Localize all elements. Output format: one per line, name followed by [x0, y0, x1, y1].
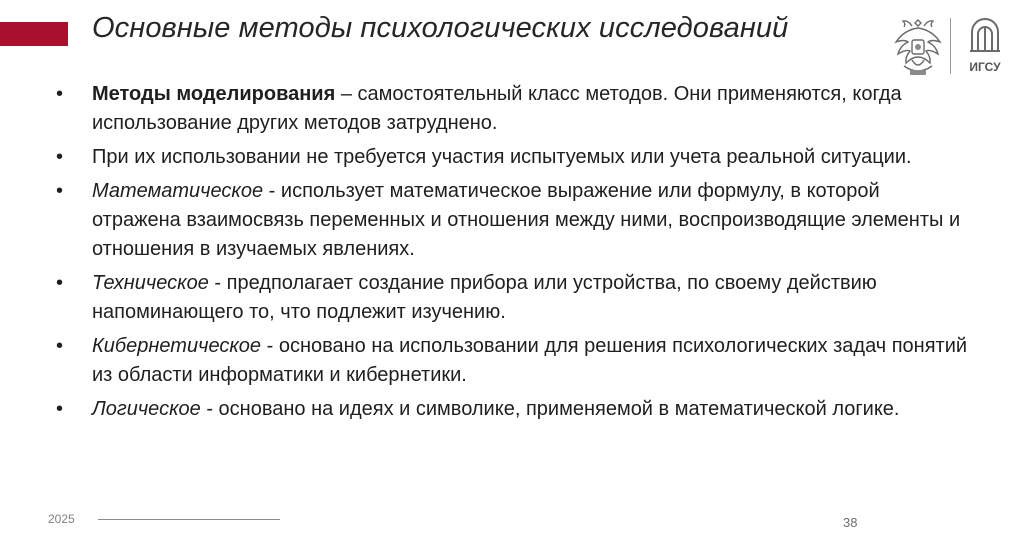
bullet-marker: • — [56, 335, 64, 357]
institute-arch-icon — [968, 18, 1002, 54]
bullet-text: - предполагает создание прибора или устройства, по своему действию напоминающего то, что подлежит изучению. — [92, 272, 877, 323]
logo-text: ИГСУ — [969, 60, 1001, 74]
page-number: 38 — [843, 515, 858, 530]
bullet-item — [52, 177, 972, 264]
bullet-text: - основано на идеях и символике, применяемой в математической логике. — [200, 398, 900, 420]
bullet-item — [52, 269, 972, 327]
bullet-term: Техническое — [92, 272, 209, 294]
bullet-term: Кибернетическое — [92, 335, 262, 357]
bullet-text: – самостоятельный класс методов. Они применяются, когда использование других методов затруднено. — [92, 83, 902, 134]
bullet-text: - использует математическое выражение или формулу, в которой отражена взаимосвязь переменных и отношения между ними, воспроизводящие элементы и отношения в изучаемых явлениях. — [92, 180, 961, 260]
bullet-marker: • — [56, 398, 64, 420]
bullet-text: При их использовании не требуется участия испытуемых или учета реальной ситуации. — [92, 146, 912, 168]
bullet-item — [52, 80, 972, 138]
title-accent-bar — [0, 22, 68, 46]
double-headed-eagle-emblem-icon — [890, 14, 946, 78]
bullet-item — [52, 143, 972, 172]
logo-divider — [950, 18, 951, 74]
logo-area — [888, 12, 1018, 80]
bullet-marker: • — [56, 146, 64, 168]
slide-title: Основные методы психологических исследований — [92, 12, 789, 44]
bullet-text: - основано на использовании для решения психологических задач понятий из области информатики и кибернетики. — [92, 335, 968, 386]
bullet-marker: • — [56, 180, 64, 202]
bullet-marker: • — [56, 83, 64, 105]
bullet-item — [52, 332, 972, 390]
bullet-term: Методы моделирования — [92, 83, 336, 105]
bullet-term: Логическое — [92, 398, 201, 420]
bullet-list — [52, 80, 972, 429]
footer-divider — [98, 519, 280, 520]
bullet-marker: • — [56, 272, 64, 294]
footer-year: 2025 — [48, 512, 75, 526]
bullet-item — [52, 395, 972, 424]
bullet-term: Математическое — [92, 180, 264, 202]
